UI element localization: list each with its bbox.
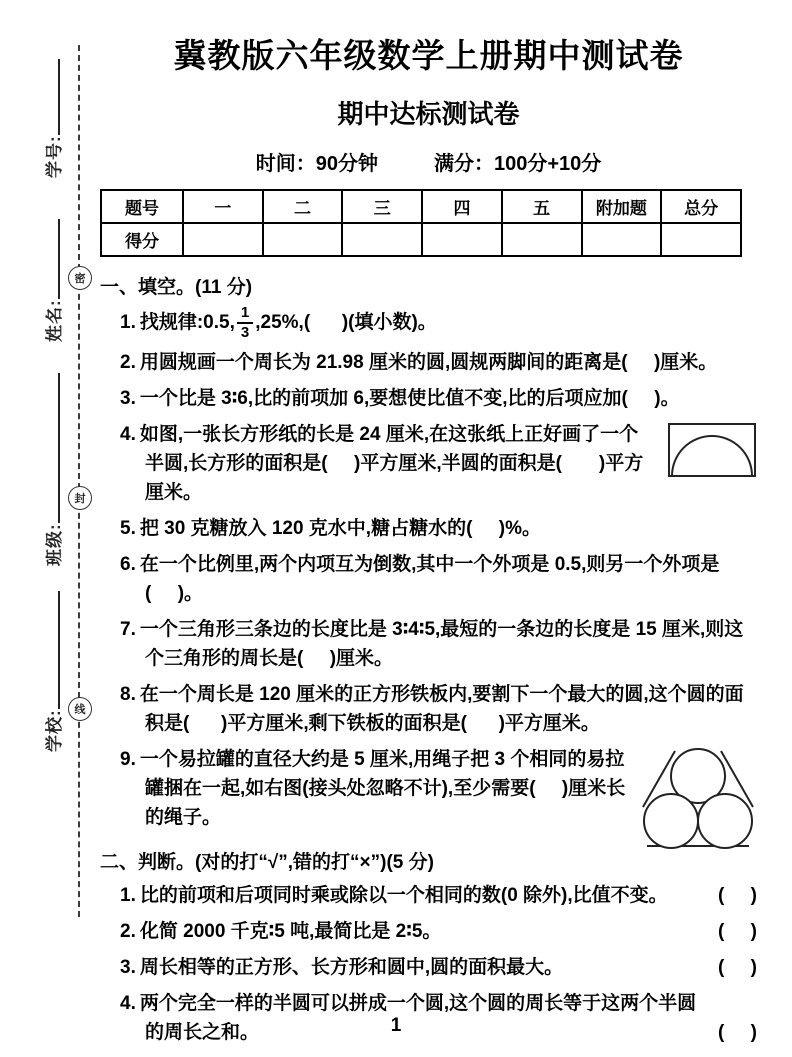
q2-text: 用圆规画一个周长为 21.98 厘米的圆,圆规两脚间的距离是( )厘米。 bbox=[139, 351, 718, 373]
section-judge-heading: 二、判断。(对的打“√”,错的打“×”)(5 分) bbox=[100, 851, 434, 873]
score-col-3: 三 bbox=[342, 190, 422, 223]
score-table-score-row bbox=[101, 223, 741, 256]
judge-q1-number: 1. bbox=[120, 884, 136, 906]
paper-subtitle: 期中达标测试卷 bbox=[337, 99, 520, 129]
q9-number: 9. bbox=[120, 748, 136, 770]
paper-title: 冀教版六年级数学上册期中测试卷 bbox=[173, 37, 684, 74]
judge-q3-text: 周长相等的正方形、长方形和圆中,圆的面积最大。 bbox=[139, 956, 564, 978]
judge-q2-text-wrap bbox=[120, 917, 708, 946]
score-col-5: 五 bbox=[502, 190, 582, 223]
time-limit-text: 时间：90分钟 bbox=[255, 153, 378, 175]
judge-q1-answer-bracket: ( ) bbox=[717, 884, 757, 906]
score-cell bbox=[422, 223, 502, 256]
three-cans-rope-figure bbox=[639, 745, 757, 851]
judge-q2 bbox=[120, 917, 757, 946]
q9-text: 一个易拉罐的直径大约是 5 厘米,用绳子把 3 个相同的易拉罐捆在一起,如右图(接头处忽略不计),至少需要( )厘米长的绳子。 bbox=[139, 748, 626, 828]
page-number: 1 bbox=[390, 1015, 402, 1036]
score-col-1: 一 bbox=[183, 190, 263, 223]
school-label: 学校: bbox=[45, 709, 64, 752]
score-col-2: 二 bbox=[263, 190, 343, 223]
name-blank-line bbox=[44, 219, 60, 299]
score-cell bbox=[502, 223, 582, 256]
q3-number: 3. bbox=[120, 387, 136, 409]
score-col-4: 四 bbox=[422, 190, 502, 223]
q8-text: 在一个周长是 120 厘米的正方形铁板内,要割下一个最大的圆,这个圆的面积是( )平方厘米,剩下铁板的面积是( )平方厘米。 bbox=[139, 683, 744, 734]
fill-q5 bbox=[120, 514, 757, 543]
seal-char-mi: 密 bbox=[68, 266, 92, 290]
fraction-numerator: 1 bbox=[237, 305, 253, 324]
q7-number: 7. bbox=[120, 618, 136, 640]
seal-char-xian: 线 bbox=[68, 697, 92, 721]
school-blank-line bbox=[44, 591, 60, 709]
class-field bbox=[40, 373, 65, 566]
seal-dashed-line bbox=[78, 45, 80, 917]
fraction-one-third bbox=[237, 305, 253, 341]
class-label: 班级: bbox=[45, 523, 64, 566]
judge-q4-number: 4. bbox=[120, 992, 136, 1014]
q8-number: 8. bbox=[120, 683, 136, 705]
score-table bbox=[100, 189, 742, 257]
judge-q3-answer-bracket: ( ) bbox=[717, 956, 757, 978]
student-id-label: 学号: bbox=[45, 135, 64, 178]
q5-number: 5. bbox=[120, 517, 136, 539]
exam-info-line bbox=[100, 147, 757, 176]
judge-q3 bbox=[120, 953, 757, 982]
q4-text: 如图,一张长方形纸的长是 24 厘米,在这张纸上正好画了一个半圆,长方形的面积是( )平方厘米,半圆的面积是( )平方厘米。 bbox=[139, 423, 644, 503]
student-id-blank-line bbox=[44, 59, 60, 135]
judge-q1-text-wrap bbox=[120, 881, 708, 910]
score-cell bbox=[661, 223, 741, 256]
fill-q4 bbox=[120, 420, 757, 507]
score-cell bbox=[342, 223, 422, 256]
score-cell bbox=[183, 223, 263, 256]
score-table-header-row bbox=[101, 190, 741, 223]
judge-q2-text: 化简 2000 千克∶5 吨,最简比是 2∶5。 bbox=[139, 920, 442, 942]
judge-q1-text: 比的前项和后项同时乘或除以一个相同的数(0 除外),比值不变。 bbox=[139, 884, 668, 906]
fill-q3 bbox=[120, 384, 757, 413]
q7-text: 一个三角形三条边的长度比是 3∶4∶5,最短的一条边的长度是 15 厘米,则这个三角形的周长是( )厘米。 bbox=[139, 618, 744, 669]
class-blank-line bbox=[44, 373, 60, 523]
score-col-total: 总分 bbox=[661, 190, 741, 223]
fill-q9 bbox=[120, 745, 757, 832]
fill-q6 bbox=[120, 550, 757, 608]
judge-q2-number: 2. bbox=[120, 920, 136, 942]
q5-text: 把 30 克糖放入 120 克水中,糖占糖水的( )%。 bbox=[139, 517, 542, 539]
fill-q2 bbox=[120, 348, 757, 377]
seal-char-feng: 封 bbox=[68, 486, 92, 510]
q3-text: 一个比是 3∶6,比的前项加 6,要想使比值不变,比的后项应加( )。 bbox=[139, 387, 680, 409]
student-id-field bbox=[40, 59, 65, 178]
section-fill-heading: 一、填空。(11 分) bbox=[100, 277, 253, 298]
q6-number: 6. bbox=[120, 553, 136, 575]
school-field bbox=[40, 591, 65, 752]
seal-margin bbox=[0, 0, 100, 1057]
score-cell bbox=[263, 223, 343, 256]
name-label: 姓名: bbox=[45, 299, 64, 342]
q1-text-post: ,25%,( )(填小数)。 bbox=[255, 311, 437, 333]
full-score-text: 满分：100分+10分 bbox=[433, 153, 602, 175]
score-col-extra: 附加题 bbox=[582, 190, 662, 223]
judge-q2-answer-bracket: ( ) bbox=[717, 920, 757, 942]
fill-q7 bbox=[120, 615, 757, 673]
q4-number: 4. bbox=[120, 423, 136, 445]
score-row-label: 得分 bbox=[101, 223, 183, 256]
judge-q3-number: 3. bbox=[120, 956, 136, 978]
q1-text-pre: 找规律:0.5, bbox=[139, 311, 235, 333]
score-table-corner: 题号 bbox=[101, 190, 183, 223]
judge-q4-answer-bracket: ( ) bbox=[717, 1021, 757, 1043]
q2-number: 2. bbox=[120, 351, 136, 373]
q1-number: 1. bbox=[120, 311, 136, 333]
judge-q4-text: 两个完全一样的半圆可以拼成一个圆,这个圆的周长等于这两个半圆的周长之和。 bbox=[139, 992, 697, 1043]
fill-q1 bbox=[120, 305, 757, 341]
fill-q8 bbox=[120, 680, 757, 738]
paper-content bbox=[100, 0, 757, 1047]
rectangle-semicircle-figure bbox=[667, 422, 757, 478]
score-cell bbox=[582, 223, 662, 256]
fraction-denominator: 3 bbox=[240, 323, 250, 341]
q6-text: 在一个比例里,两个内项互为倒数,其中一个外项是 0.5,则另一个外项是( )。 bbox=[139, 553, 720, 604]
judge-q3-text-wrap bbox=[120, 953, 708, 982]
judge-q1 bbox=[120, 881, 757, 910]
fill-question-list bbox=[120, 305, 757, 832]
name-field bbox=[40, 219, 65, 342]
